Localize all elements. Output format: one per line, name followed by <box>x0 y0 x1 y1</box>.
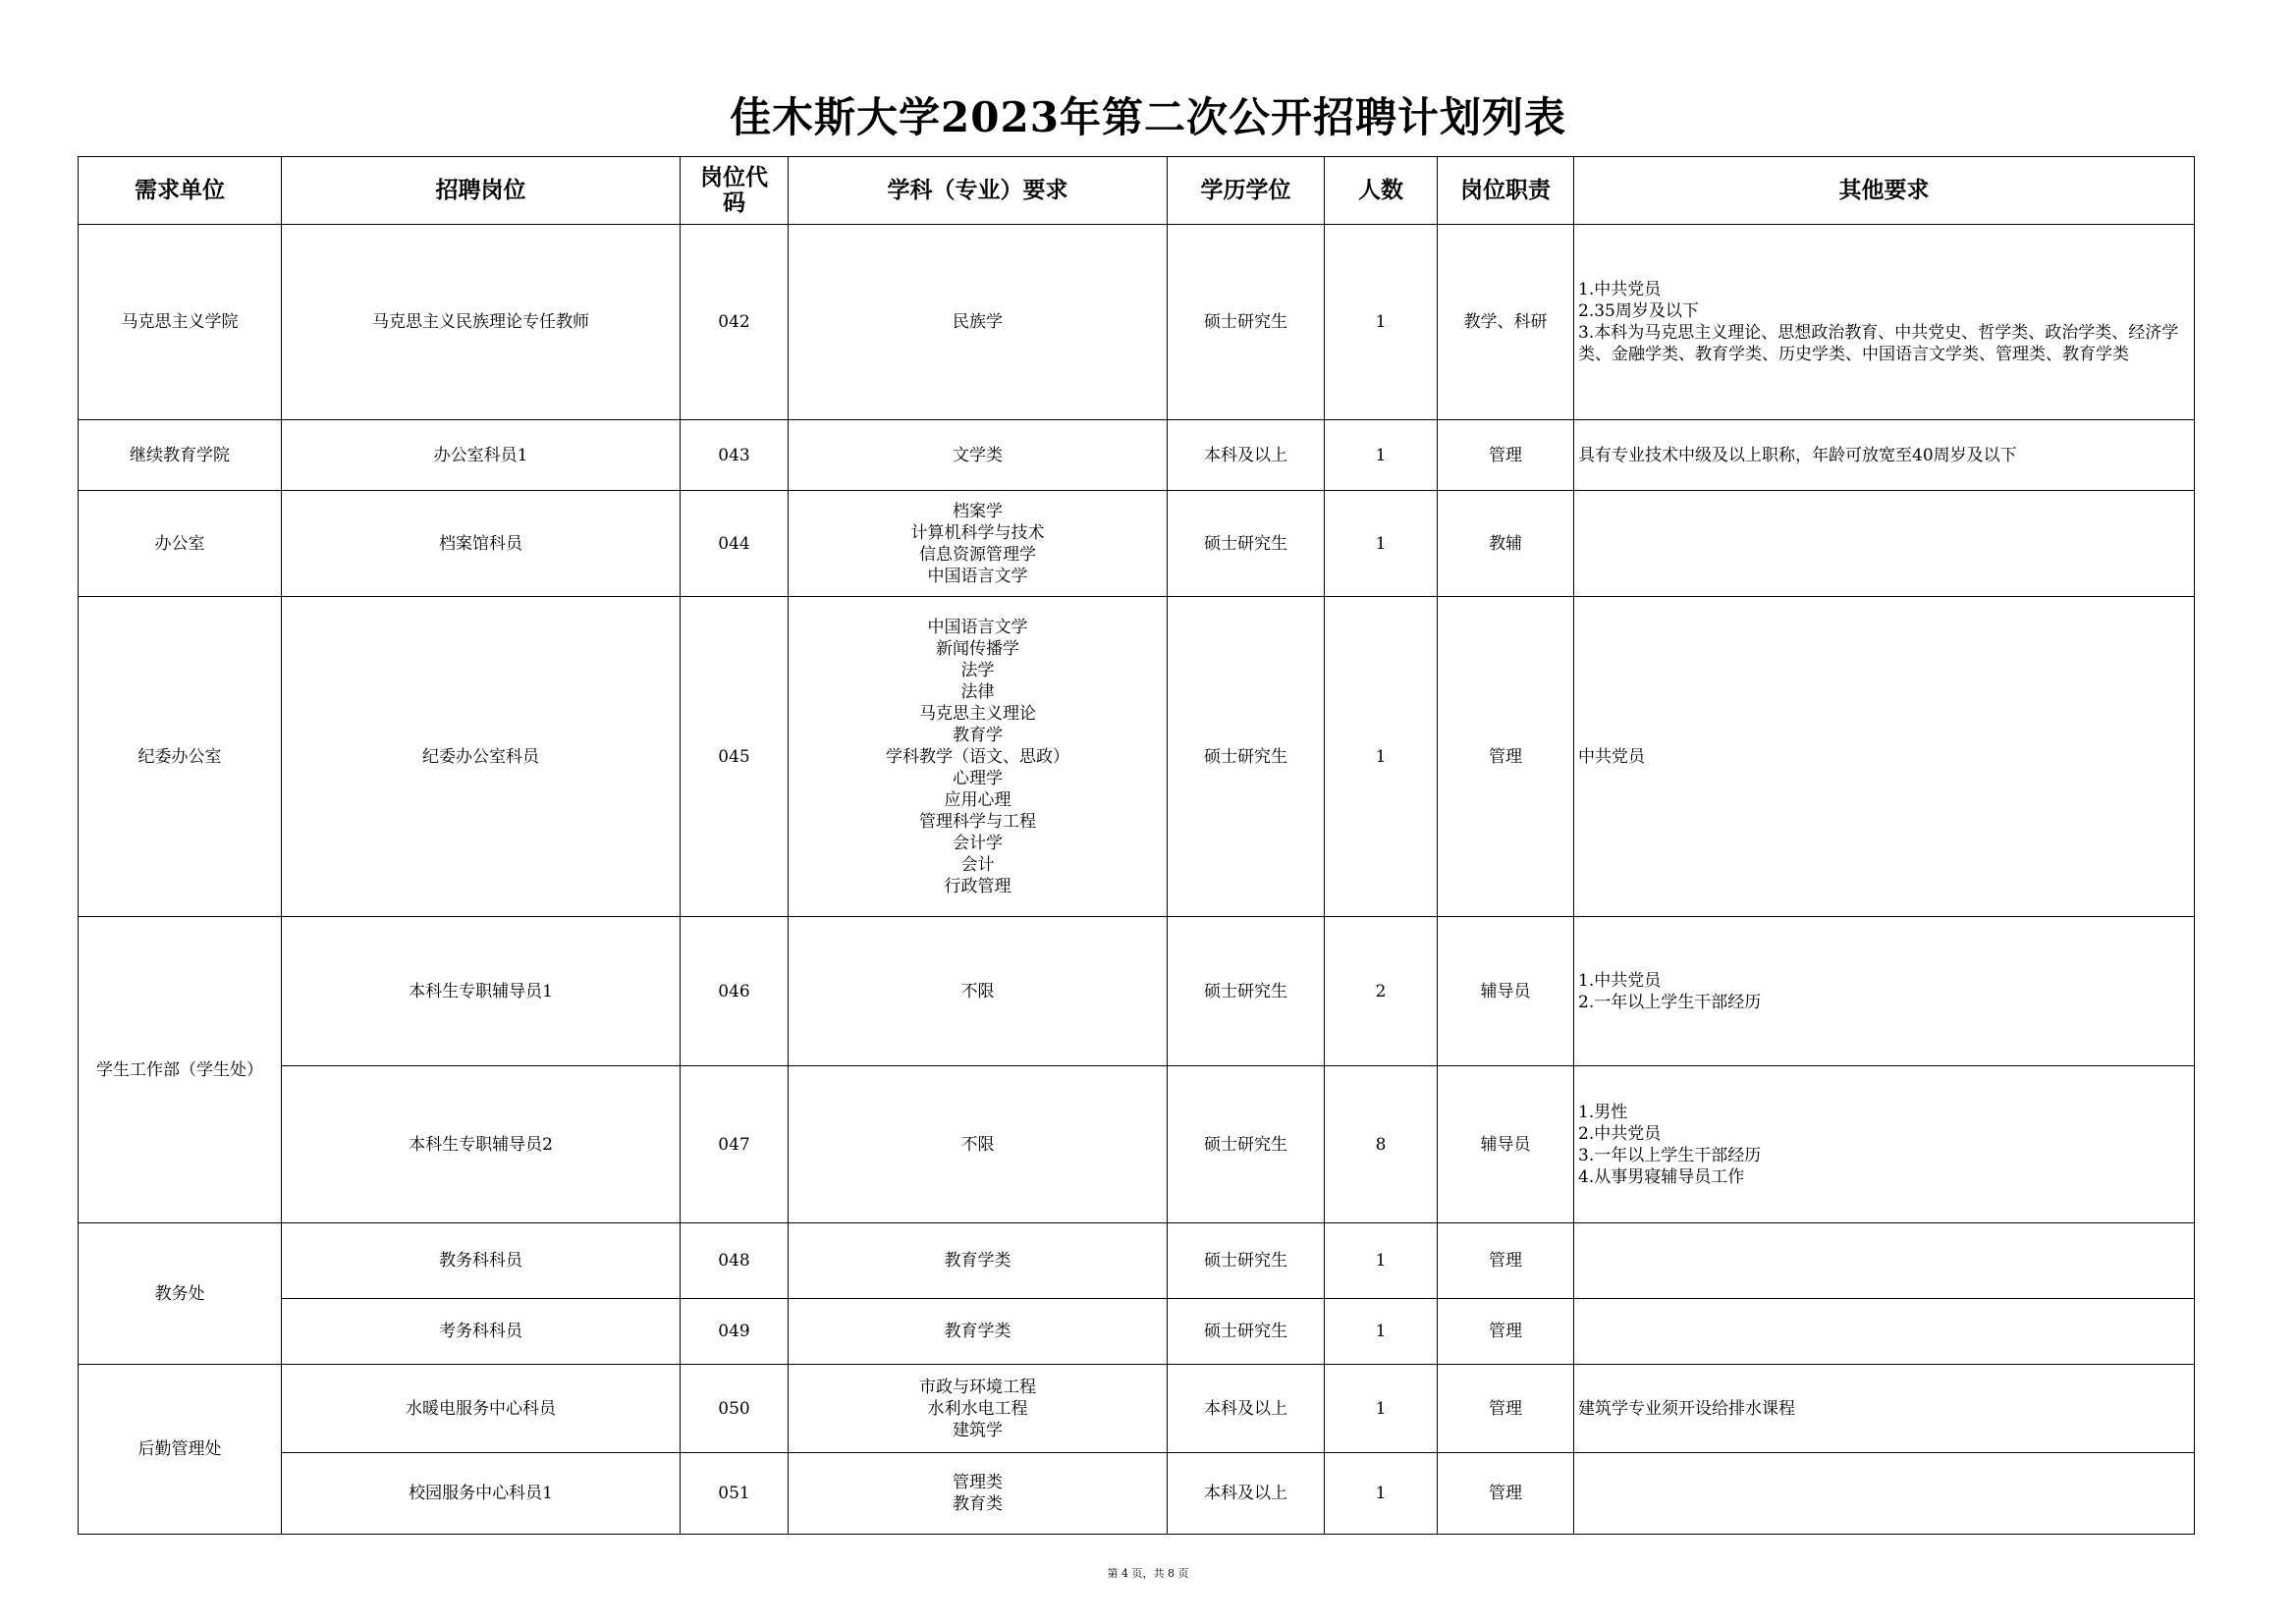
degree-cell: 本科及以上 <box>1168 1365 1325 1453</box>
cell-line: 文学类 <box>953 445 1003 465</box>
cell-line: 学科教学（语文、思政） <box>886 746 1069 767</box>
cell-line: 3.一年以上学生干部经历 <box>1578 1145 1762 1165</box>
cell-line: 法学 <box>960 660 995 680</box>
cell-line: 档案学 <box>953 501 1003 521</box>
code-cell: 050 <box>681 1365 789 1453</box>
other-requirements-cell <box>1574 420 2195 491</box>
cell-line: 管理科学与工程 <box>919 811 1036 832</box>
table-row <box>79 1066 2195 1223</box>
count-cell: 1 <box>1325 1223 1438 1299</box>
code-cell: 044 <box>681 491 789 597</box>
cell-line: 4.从事男寝辅导员工作 <box>1578 1166 1745 1187</box>
duty-cell: 管理 <box>1438 597 1574 917</box>
cell-line: 民族学 <box>953 312 1003 332</box>
code-cell: 046 <box>681 917 789 1066</box>
cell-line: 心理学 <box>953 768 1003 788</box>
cell-line: 法律 <box>960 681 995 702</box>
other-requirements-cell <box>1574 491 2195 597</box>
degree-cell: 硕士研究生 <box>1168 225 1325 420</box>
table-row <box>79 1299 2195 1365</box>
degree-cell: 硕士研究生 <box>1168 1223 1325 1299</box>
degree-cell: 本科及以上 <box>1168 420 1325 491</box>
code-cell: 049 <box>681 1299 789 1365</box>
post-cell: 办公室科员1 <box>282 420 681 491</box>
post-cell: 马克思主义民族理论专任教师 <box>282 225 681 420</box>
cell-line: 教育类 <box>953 1494 1003 1514</box>
cell-line: 信息资源管理学 <box>919 544 1036 565</box>
degree-cell: 硕士研究生 <box>1168 1299 1325 1365</box>
major-cell <box>789 1299 1168 1365</box>
cell-line: 3.本科为马克思主义理论、思想政治教育、中共党史、哲学类、政治学类、经济学类、金融学类、教育学类、历史学类、中国语言文学类、管理类、教育学类 <box>1578 323 2179 364</box>
header-unit: 需求单位 <box>79 157 282 225</box>
cell-line: 水利水电工程 <box>927 1398 1028 1419</box>
cell-line: 具有专业技术中级及以上职称，年龄可放宽至40周岁及以下 <box>1578 445 2017 465</box>
duty-cell: 辅导员 <box>1438 1066 1574 1223</box>
cell-line: 不限 <box>960 1134 995 1155</box>
header-duty: 岗位职责 <box>1438 157 1574 225</box>
header-major: 学科（专业）要求 <box>789 157 1168 225</box>
degree-cell: 硕士研究生 <box>1168 491 1325 597</box>
header-count: 人数 <box>1325 157 1438 225</box>
duty-cell: 教学、科研 <box>1438 225 1574 420</box>
cell-line: 中共党员 <box>1578 746 1645 767</box>
count-cell: 1 <box>1325 1365 1438 1453</box>
code-cell: 051 <box>681 1453 789 1535</box>
unit-cell: 办公室 <box>79 491 282 597</box>
unit-cell: 继续教育学院 <box>79 420 282 491</box>
cell-line: 新闻传播学 <box>936 638 1019 659</box>
major-cell <box>789 1365 1168 1453</box>
unit-cell: 马克思主义学院 <box>79 225 282 420</box>
table-row <box>79 1223 2195 1299</box>
duty-cell: 管理 <box>1438 420 1574 491</box>
count-cell: 1 <box>1325 1299 1438 1365</box>
header-degree: 学历学位 <box>1168 157 1325 225</box>
count-cell: 8 <box>1325 1066 1438 1223</box>
cell-line: 1.中共党员 <box>1578 280 1662 299</box>
code-cell: 043 <box>681 420 789 491</box>
post-cell: 校园服务中心科员1 <box>282 1453 681 1535</box>
duty-cell: 管理 <box>1438 1453 1574 1535</box>
unit-cell: 后勤管理处 <box>79 1365 282 1535</box>
recruitment-table <box>78 156 2195 1535</box>
major-cell <box>789 917 1168 1066</box>
code-cell: 045 <box>681 597 789 917</box>
major-cell <box>789 1223 1168 1299</box>
other-requirements-cell <box>1574 1223 2195 1299</box>
degree-cell: 硕士研究生 <box>1168 1066 1325 1223</box>
cell-line: 管理类 <box>953 1473 1003 1492</box>
major-cell <box>789 597 1168 917</box>
cell-line: 中国语言文学 <box>927 617 1028 637</box>
cell-line: 应用心理 <box>944 789 1011 810</box>
page-footer: 第 4 页，共 8 页 <box>1107 1567 1189 1580</box>
major-cell <box>789 1066 1168 1223</box>
table-row <box>79 1365 2195 1453</box>
cell-line: 马克思主义理论 <box>919 703 1036 724</box>
other-requirements-cell <box>1574 1365 2195 1453</box>
post-cell: 考务科科员 <box>282 1299 681 1365</box>
cell-line: 计算机科学与技术 <box>910 522 1045 543</box>
major-cell <box>789 491 1168 597</box>
count-cell: 1 <box>1325 597 1438 917</box>
count-cell: 1 <box>1325 1453 1438 1535</box>
duty-cell: 管理 <box>1438 1223 1574 1299</box>
count-cell: 1 <box>1325 491 1438 597</box>
duty-cell: 教辅 <box>1438 491 1574 597</box>
header-post: 招聘岗位 <box>282 157 681 225</box>
post-cell: 纪委办公室科员 <box>282 597 681 917</box>
other-requirements-cell <box>1574 917 2195 1066</box>
duty-cell: 管理 <box>1438 1365 1574 1453</box>
header-other: 其他要求 <box>1574 157 2195 225</box>
other-requirements-cell <box>1574 1299 2195 1365</box>
degree-cell: 硕士研究生 <box>1168 917 1325 1066</box>
major-cell <box>789 225 1168 420</box>
cell-line: 教育学 <box>953 725 1003 745</box>
cell-line: 建筑学 <box>953 1420 1003 1440</box>
table-row <box>79 917 2195 1066</box>
duty-cell: 管理 <box>1438 1299 1574 1365</box>
code-cell: 042 <box>681 225 789 420</box>
count-cell: 1 <box>1325 420 1438 491</box>
cell-line: 中国语言文学 <box>927 566 1028 586</box>
unit-cell: 学生工作部（学生处） <box>79 917 282 1223</box>
post-cell: 本科生专职辅导员2 <box>282 1066 681 1223</box>
cell-line: 2.一年以上学生干部经历 <box>1578 992 1762 1012</box>
major-cell <box>789 420 1168 491</box>
cell-line: 2.35周岁及以下 <box>1578 301 1699 321</box>
unit-cell: 纪委办公室 <box>79 597 282 917</box>
post-cell: 档案馆科员 <box>282 491 681 597</box>
other-requirements-cell <box>1574 1453 2195 1535</box>
post-cell: 本科生专职辅导员1 <box>282 917 681 1066</box>
cell-line: 教育学类 <box>944 1251 1011 1271</box>
post-cell: 水暖电服务中心科员 <box>282 1365 681 1453</box>
degree-cell: 本科及以上 <box>1168 1453 1325 1535</box>
cell-line: 市政与环境工程 <box>919 1377 1036 1397</box>
table-row <box>79 420 2195 491</box>
cell-line: 1.中共党员 <box>1578 970 1662 991</box>
cell-line: 建筑学专业须开设给排水课程 <box>1578 1398 1795 1419</box>
post-cell: 教务科科员 <box>282 1223 681 1299</box>
table-row <box>79 491 2195 597</box>
major-cell <box>789 1453 1168 1535</box>
duty-cell: 辅导员 <box>1438 917 1574 1066</box>
count-cell: 1 <box>1325 225 1438 420</box>
other-requirements-cell <box>1574 597 2195 917</box>
table-row <box>79 1453 2195 1535</box>
table-row <box>79 225 2195 420</box>
cell-line: 不限 <box>960 981 995 1001</box>
table-header-row <box>79 157 2195 225</box>
page-title: 佳木斯大学2023年第二次公开招聘计划列表 <box>730 93 1566 141</box>
unit-cell: 教务处 <box>79 1223 282 1365</box>
other-requirements-cell <box>1574 1066 2195 1223</box>
code-cell: 048 <box>681 1223 789 1299</box>
header-code: 岗位代码 <box>681 157 789 225</box>
cell-line: 2.中共党员 <box>1578 1123 1662 1144</box>
degree-cell: 硕士研究生 <box>1168 597 1325 917</box>
count-cell: 2 <box>1325 917 1438 1066</box>
cell-line: 行政管理 <box>944 876 1011 896</box>
cell-line: 教育学类 <box>944 1322 1011 1341</box>
code-cell: 047 <box>681 1066 789 1223</box>
table-row <box>79 597 2195 917</box>
cell-line: 会计 <box>960 854 995 875</box>
other-requirements-cell <box>1574 225 2195 420</box>
cell-line: 1.男性 <box>1578 1102 1628 1122</box>
cell-line: 会计学 <box>953 833 1003 853</box>
